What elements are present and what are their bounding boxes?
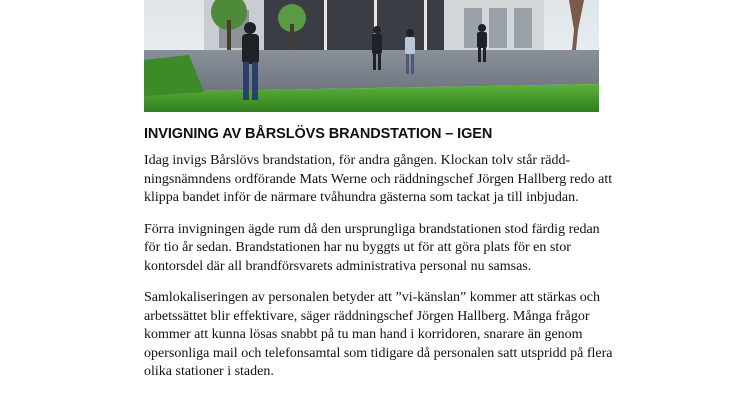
paragraph: Idag invigs Bårslövs brandstation, för andra gången. Klockan tolv står rädd-ningsnämndens ordförande Mats Werne och räddningschef Jörgen Hallberg redo att klippa bandet inför de närmare tvåhundra gästerna som tackat ja till inbjudan. <box>144 153 613 205</box>
article-image <box>144 0 599 112</box>
article-headline: INVIGNING AV BÅRSLÖVS BRANDSTATION – IGEN <box>144 126 493 142</box>
paragraph: Förra invigningen ägde rum då den ursprungliga brandstationen stod färdig redan för tio år sedan. Brandstationen har nu byggts ut för att göra plats för en stor kontorsdel där all brandförsvarets administrativa personal nu samsas. <box>144 221 600 274</box>
article-body <box>144 152 614 395</box>
paragraph: Samlokaliseringen av personalen betyder att ”vi-känslan” kommer att stärkas och arbetssättet blir effektivare, säger räddningschef Jörgen Hallberg. Många frågor kommer att kunna lösas snabbt på tu man hand i korridoren, snarare än genom opersonliga mail och telefonsamtal som tidigare då personalen satt utspridd på flera olika stationer i staden. <box>144 290 613 379</box>
building-illustration <box>144 0 599 112</box>
